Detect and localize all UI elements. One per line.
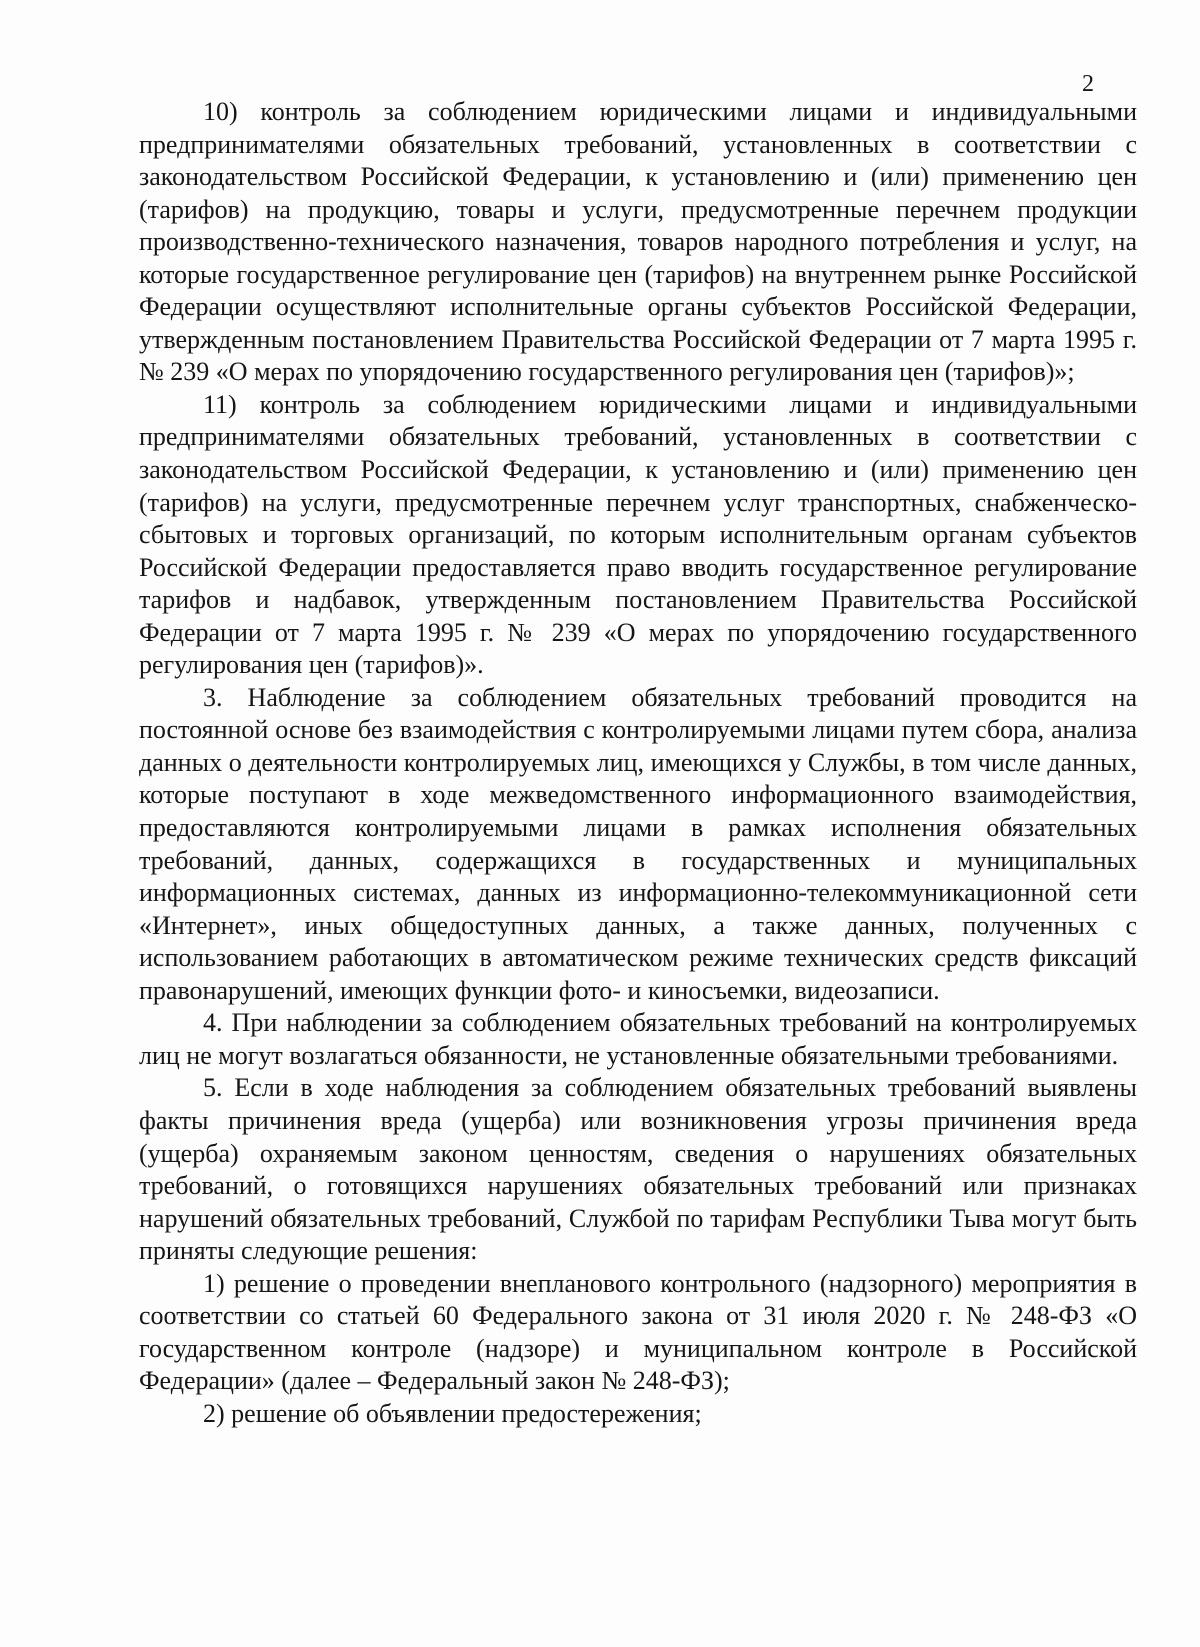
paragraph-subitem-2: 2) решение об объявлении предостережения; [203, 1398, 702, 1428]
paragraph-item-11: 11) контроль за соблюдением юридическими лицами и индивидуальными предпринимателями обязательных требований, установленных в соответствии с законодательством Российской Федерации, к установлению и (или) применению цен (тарифов) на услуги, предусмотренные перечнем услуг транспортных, снабженческо-сбытовых и торговых организаций, по которым исполнительным органам субъектов Российской Федерации предоставляется право вводить государственное регулирование тарифов и надбавок, утвержденным постановлением Правительства Российской Федерации от 7 марта 1995 г. № 239 «О мерах по упорядочению государственного регулирования цен (тарифов)». [139, 389, 1137, 680]
paragraph-point-4: 4. При наблюдении за соблюдением обязательных требований на контролируемых лиц не могут возлагаться обязанности, не установленные обязательными требованиями. [139, 1008, 1137, 1070]
document-body [139, 96, 1137, 1430]
paragraph-point-3: 3. Наблюдение за соблюдением обязательных требований проводится на постоянной основе без взаимодействия с контролируемыми лицами путем сбора, анализа данных о деятельности контролируемых лиц, имеющихся у Службы, в том числе данных, которые поступают в ходе межведомственного информационного взаимодействия, предоставляются контролируемыми лицами в рамках исполнения обязательных требований, данных, содержащихся в государственных и муниципальных информационных системах, данных из информационно-телекоммуникационной сети «Интернет», иных общедоступных данных, а также данных, полученных с использованием работающих в автоматическом режиме технических средств фиксаций правонарушений, имеющих функции фото- и киносъемки, видеозаписи. [139, 682, 1137, 1005]
paragraph-subitem-1: 1) решение о проведении внепланового контрольного (надзорного) мероприятия в соответствии со статьей 60 Федерального закона от 31 июля 2020 г. № 248-ФЗ «О государственном контроле (надзоре) и муниципальном контроле в Российской Федерации» (далее – Федеральный закон № 248-ФЗ); [139, 1268, 1137, 1396]
page-number: 2 [1082, 71, 1094, 97]
paragraph-item-10: 10) контроль за соблюдением юридическими лицами и индивидуальными предпринимателями обязательных требований, установленных в соответствии с законодательством Российской Федерации, к установлению и (или) применению цен (тарифов) на продукцию, товары и услуги, предусмотренные перечнем продукции производственно-технического назначения, товаров народного потребления и услуг, на которые государственное регулирование цен (тарифов) на внутреннем рынке Российской Федерации осуществляют исполнительные органы субъектов Российской Федерации, утвержденным постановлением Правительства Российской Федерации от 7 марта 1995 г. № 239 «О мерах по упорядочению государственного регулирования цен (тарифов)»; [139, 97, 1137, 387]
paragraph-point-5: 5. Если в ходе наблюдения за соблюдением обязательных требований выявлены факты причинения вреда (ущерба) или возникновения угрозы причинения вреда (ущерба) охраняемым законом ценностям, сведения о нарушениях обязательных требований, о готовящихся нарушениях обязательных требований или признаках нарушений обязательных требований, Службой по тарифам Республики Тыва могут быть приняты следующие решения: [139, 1073, 1137, 1266]
